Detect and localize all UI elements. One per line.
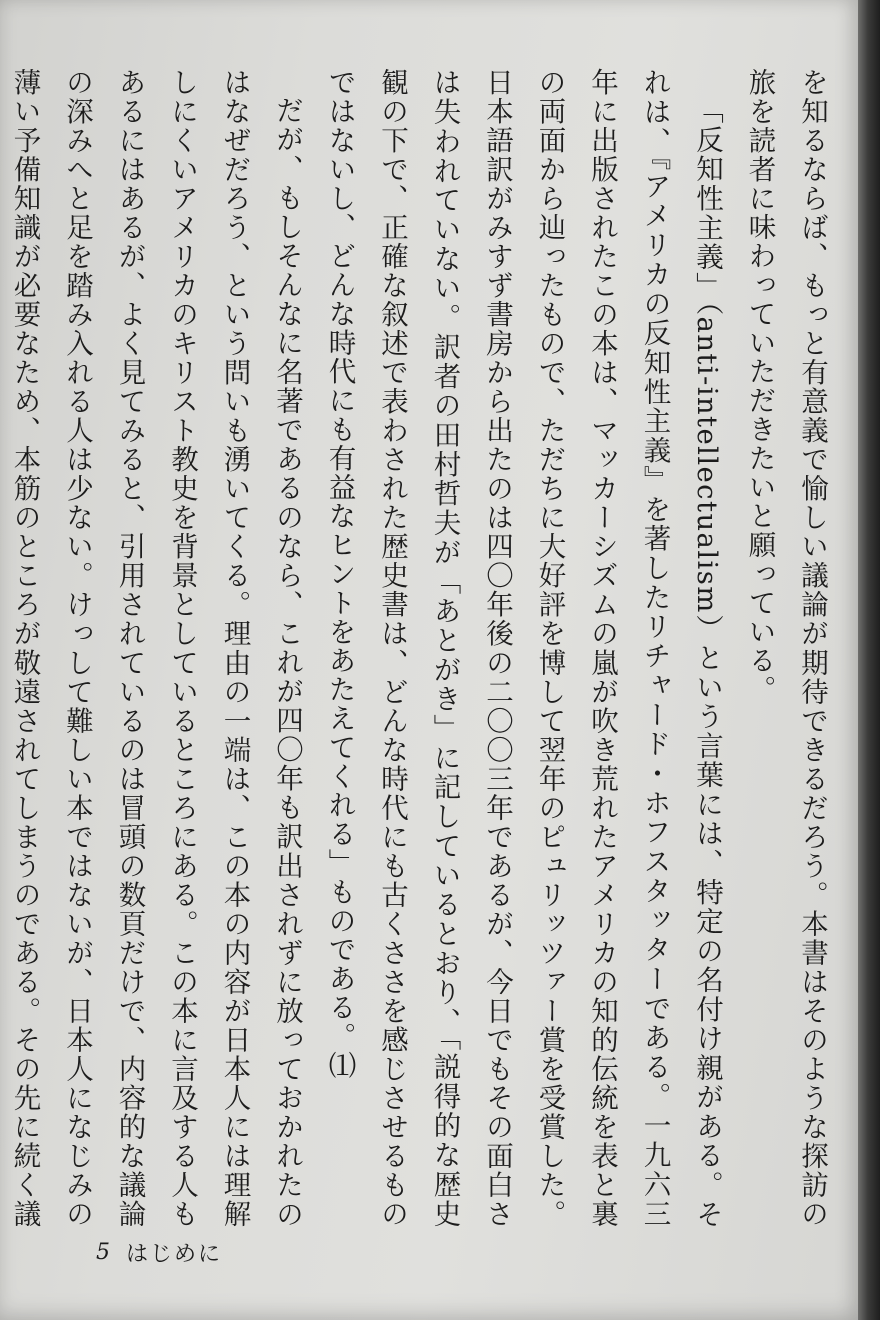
running-head: はじめに: [126, 1241, 223, 1267]
body-text: [8, 68, 838, 1228]
page-number: 5: [96, 1239, 112, 1265]
paragraph-1: を知るならば、もっと有意義で愉しい議論が期待できるだろう。本書はそのような探訪の旅を読者に味わっていただきたいと願っている。: [743, 68, 828, 1228]
paragraph-2: 「反知性主義」（anti-intellectualism）という言葉には、特定の名付け親がある。それは、『アメリカの反知性主義』を著したリチャード・ホフスタッターである。一九六三年に出版されたこの本は、マッカーシズムの嵐が吹き荒れたアメリカの知的伝統を表と裏の両面から辿ったもので、ただちに大好評を博して翌年のピュリッツァー賞を受賞した。日本語訳がみすず書房から出たのは四〇年後の二〇〇三年であるが、今日でもその面白さは失われていない。訳者の田村哲夫が「あとがき」に記しているとおり、「説得的な歴史観の下で、正確な叙述で表わされた歴史書は、どんな時代にも古くささを感じさせるものではないし、どんな時代にも有益なヒントをあたえてくれる」ものである。⑴: [323, 68, 723, 1228]
paragraph-3: だが、もしそんなに名著であるのなら、これが四〇年も訳出されずに放っておかれたのはなぜだろう、という問いも湧いてくる。理由の一端は、この本の内容が日本人には理解しにくいアメリカのキリスト教史を背景としているところにある。この本に言及する人もあるにはあるが、よく見てみると、引用されているのは冒頭の数頁だけで、内容的な議論の深みへと足を踏み入れる人は少ない。けっして難しい本ではないが、日本人になじみの薄い予備知識が必要なため、本筋のところが敬遠されてしまうのである。その先に続く議: [8, 68, 303, 1228]
page-footer: [96, 1236, 222, 1268]
page-edge-shadow: [858, 0, 880, 1320]
